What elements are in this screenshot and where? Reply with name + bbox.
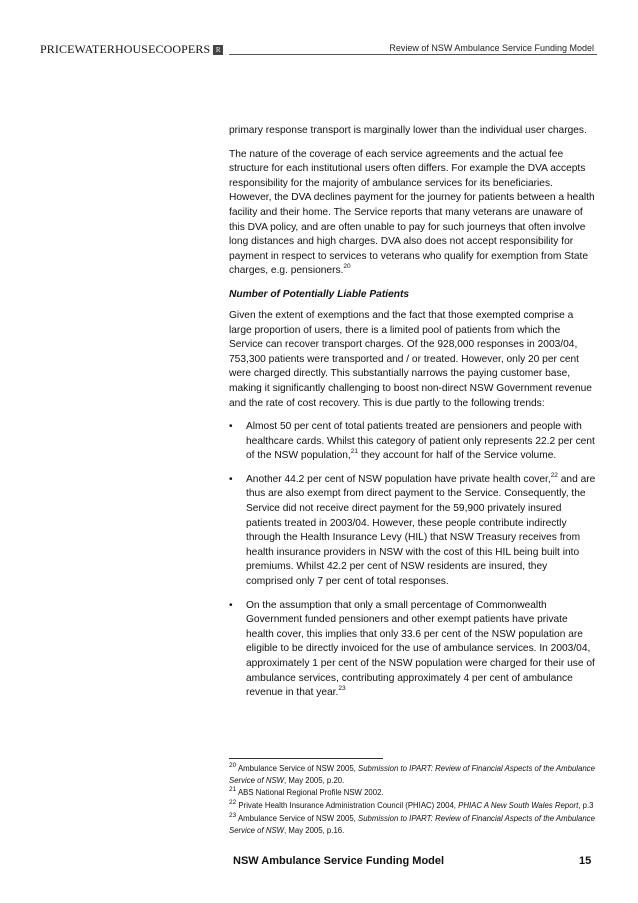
bullet-icon: •	[229, 599, 233, 611]
footnote-20	[229, 763, 599, 786]
paragraph-2	[229, 148, 597, 279]
bullet-icon: •	[229, 473, 233, 485]
bullet-icon: •	[229, 421, 233, 433]
footnote-ref-22[interactable]: 22	[550, 471, 558, 479]
footnote-text: Ambulance Service of NSW 2005,	[236, 764, 359, 773]
footnote-ref-23[interactable]: 23	[338, 685, 346, 693]
footnote-title: Submission to IPART: Review of Financial Aspects of the Ambulance Service of NSW	[229, 813, 595, 835]
bullet-3-text: On the assumption that only a small percentage of Commonwealth Government funded pensioners and other exempt patients have private health cover, this implies that only 33.6 per cent of the NSW population are eligible to be directly invoiced for the use of ambulance services. In 2003/04, approximately 1 per cent of the NSW population were charged for their use of ambulance services, contributing approximately 4 per cent of ambulance revenue in that year.	[246, 599, 595, 699]
bullet-1-text-b: they account for half of the Service volume.	[358, 450, 557, 462]
footnote-text: Private Health Insurance Administration Council (PHIAC) 2004,	[236, 801, 459, 811]
bullet-2-text-b: and are thus are also exempt from direct payment to the Service. Consequently, the Service did not receive direct payment for the 59,900 privately insured patients treated in 2003/04. However, these people contribute indirectly through the Health Insurance Levy (HIL) that NSW Treasury receives from health insurance providers in NSW with the cost of this HIL being built into premiums. Whilst 42.2 per cent of NSW residents are insured, they comprised only 7 per cent of total responses.	[246, 473, 596, 588]
footnote-title: PHIAC A New South Wales Report	[458, 801, 579, 811]
footnote-number: 23	[229, 811, 237, 819]
footnote-rule	[229, 758, 383, 759]
paragraph-3: Given the extent of exemptions and the fact that those exempted comprise a large proportion of users, there is a limited pool of patients from which the Service can recover transport charges. Of the 928,000 responses in 2003/04, 753,300 patients were transported and / or treated. However, only 20 per cent were charged directly. This substantially narrows the paying customer base, making it significantly challenging to boost non-direct NSW Government revenue and the rate of cost recovery. This is due partly to the following trends:	[229, 309, 592, 409]
footnote-ref-21[interactable]: 21	[350, 448, 358, 456]
footnotes	[229, 763, 599, 837]
bullet-1-text-a: Almost 50 per cent of total patients treated are pensioners and people with healthcare cards. Whilst this category of patient only represents 22.2 per cent of the NSW population,	[246, 421, 595, 462]
footnote-text: , May 2005, p.16.	[284, 825, 345, 835]
footnote-text: ABS National Regional Profile NSW 2002.	[236, 788, 384, 798]
page-number: 15	[579, 855, 592, 867]
bullet-2-text-a: Another 44.2 per cent of NSW population have private health cover,	[246, 473, 551, 485]
paragraph-1: primary response transport is marginally lower than the individual user charges.	[229, 125, 587, 136]
list-item	[229, 599, 597, 701]
registered-mark-icon: R	[213, 45, 223, 55]
footnote-title: Submission to IPART: Review of Financial Aspects of the Ambulance Service of NSW	[229, 764, 595, 785]
paragraph-2-text: The nature of the coverage of each service agreements and the actual fee structure for each institutional users often differs. For example the DVA accepts responsibility for the majority of ambulance services for its beneficiaries. However, the DVA declines payment for the journey for patients between a health facility and their home. The Service reports that many veterans are unaware of this DVA policy, and are often unable to pay for such journeys that often involve long distances and high charges. DVA also does not accept responsibility for payment in respect to services to veterans who qualify for exemption from State charges, e.g. pensioners.	[229, 148, 595, 277]
running-header-title: Review of NSW Ambulance Service Funding Model	[389, 43, 594, 53]
logo-text: PRICEWATERHOUSECOOPERS	[40, 42, 211, 56]
footnote-number: 21	[229, 786, 237, 794]
footnote-ref-20[interactable]: 20	[343, 263, 351, 271]
list-item	[229, 473, 597, 590]
company-logo	[40, 42, 223, 57]
footnote-text: Ambulance Service of NSW 2005,	[236, 813, 359, 823]
header-rule	[229, 54, 597, 55]
footnote-text: , p.3	[578, 801, 594, 811]
footnote-21	[229, 787, 599, 799]
trend-list	[229, 420, 597, 701]
footer-title: NSW Ambulance Service Funding Model	[233, 855, 445, 867]
list-item	[229, 420, 597, 464]
footnote-23	[229, 813, 599, 836]
footnote-number: 22	[229, 799, 237, 807]
footnote-22	[229, 800, 599, 812]
footnote-number: 20	[229, 762, 237, 769]
main-content	[229, 124, 597, 710]
footnote-text: , May 2005, p.20.	[284, 775, 345, 785]
section-heading: Number of Potentially Liable Patients	[229, 288, 410, 300]
